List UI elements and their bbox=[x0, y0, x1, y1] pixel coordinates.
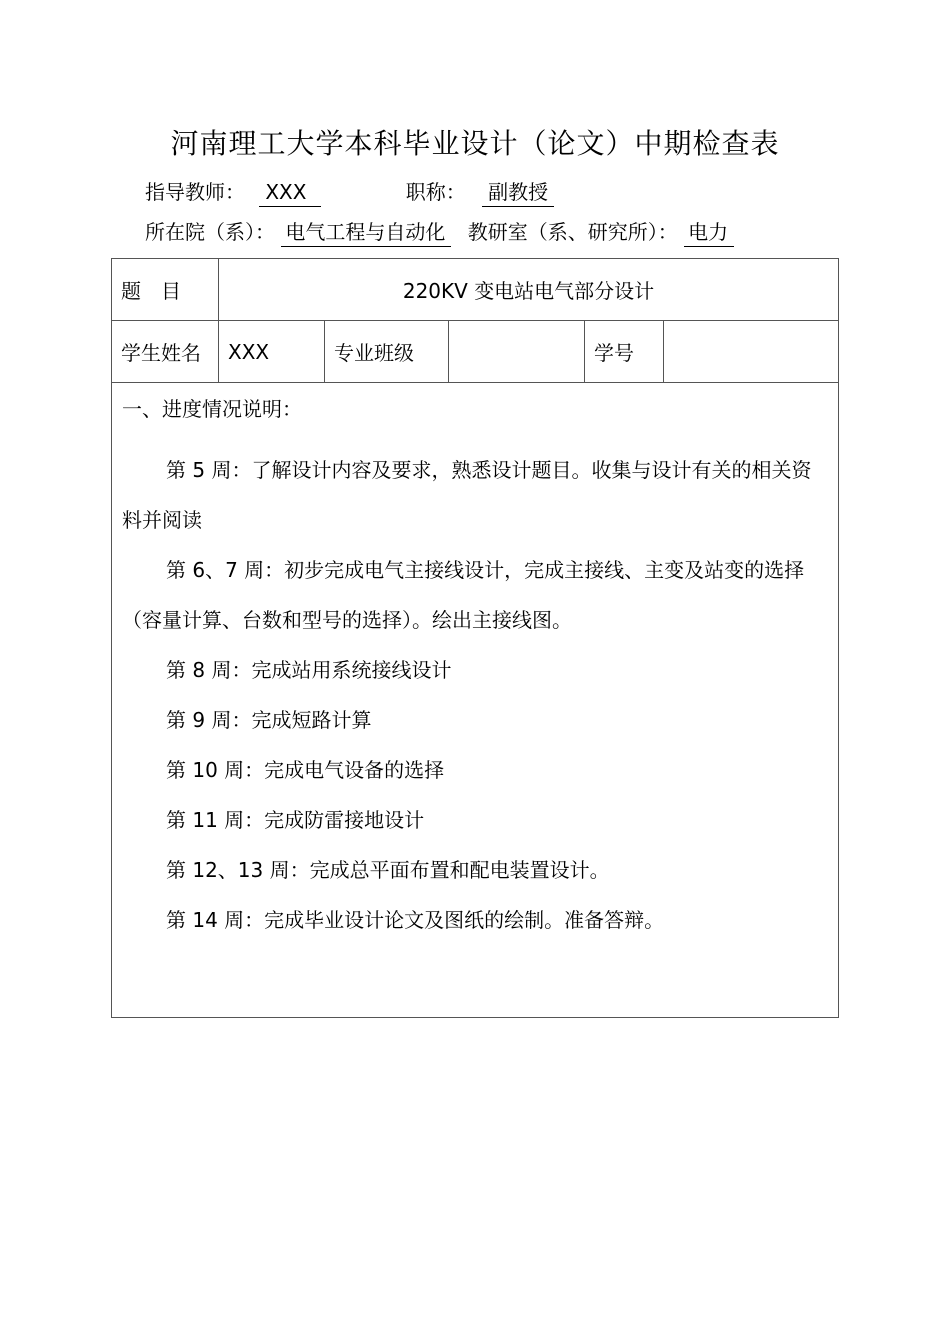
progress-heading: 一、进度情况说明： bbox=[122, 397, 302, 421]
student-id-label: 学号 bbox=[585, 321, 664, 383]
student-row bbox=[112, 321, 839, 383]
student-id-value bbox=[664, 321, 839, 383]
major-class-value bbox=[449, 321, 585, 383]
topic-value: 220KV 变电站电气部分设计 bbox=[219, 259, 839, 321]
department-line bbox=[145, 216, 734, 247]
office-value: 电力 bbox=[684, 219, 734, 247]
rank-label: 职称： bbox=[405, 180, 466, 204]
topic-row bbox=[112, 259, 839, 321]
progress-item-week11: 第 11 周：完成防雷接地设计 bbox=[166, 808, 425, 832]
progress-item-week9: 第 9 周：完成短路计算 bbox=[166, 708, 372, 732]
page-title: 河南理工大学本科毕业设计（论文）中期检查表 bbox=[170, 127, 780, 160]
topic-label: 题 目 bbox=[112, 259, 219, 321]
progress-cell bbox=[112, 383, 839, 1018]
progress-item-week12-13: 第 12、13 周：完成总平面布置和配电装置设计。 bbox=[166, 858, 610, 882]
rank-value: 副教授 bbox=[482, 179, 554, 207]
advisor-label: 指导教师： bbox=[145, 180, 245, 204]
advisor-line bbox=[145, 176, 554, 207]
progress-row bbox=[112, 383, 839, 1018]
student-name-value: XXX bbox=[219, 321, 325, 383]
progress-item-week5: 第 5 周：了解设计内容及要求，熟悉设计题目。收集与设计有关的相关资料并阅读 bbox=[122, 458, 812, 532]
progress-item-week10: 第 10 周：完成电气设备的选择 bbox=[166, 758, 445, 782]
major-class-label: 专业班级 bbox=[325, 321, 449, 383]
progress-item-week6-7: 第 6、7 周：初步完成电气主接线设计，完成主接线、主变及站变的选择（容量计算、台数和型号的选择）。绘出主接线图。 bbox=[122, 558, 805, 632]
office-label: 教研室（系、研究所）： bbox=[467, 220, 678, 244]
college-value: 电气工程与自动化 bbox=[281, 219, 451, 247]
progress-item-week8: 第 8 周：完成站用系统接线设计 bbox=[166, 658, 452, 682]
progress-item-week14: 第 14 周：完成毕业设计论文及图纸的绘制。准备答辩。 bbox=[166, 908, 665, 932]
midterm-check-table bbox=[111, 258, 839, 1018]
student-name-label: 学生姓名 bbox=[112, 321, 219, 383]
advisor-value: XXX bbox=[259, 179, 321, 207]
college-label: 所在院（系）： bbox=[145, 220, 275, 244]
